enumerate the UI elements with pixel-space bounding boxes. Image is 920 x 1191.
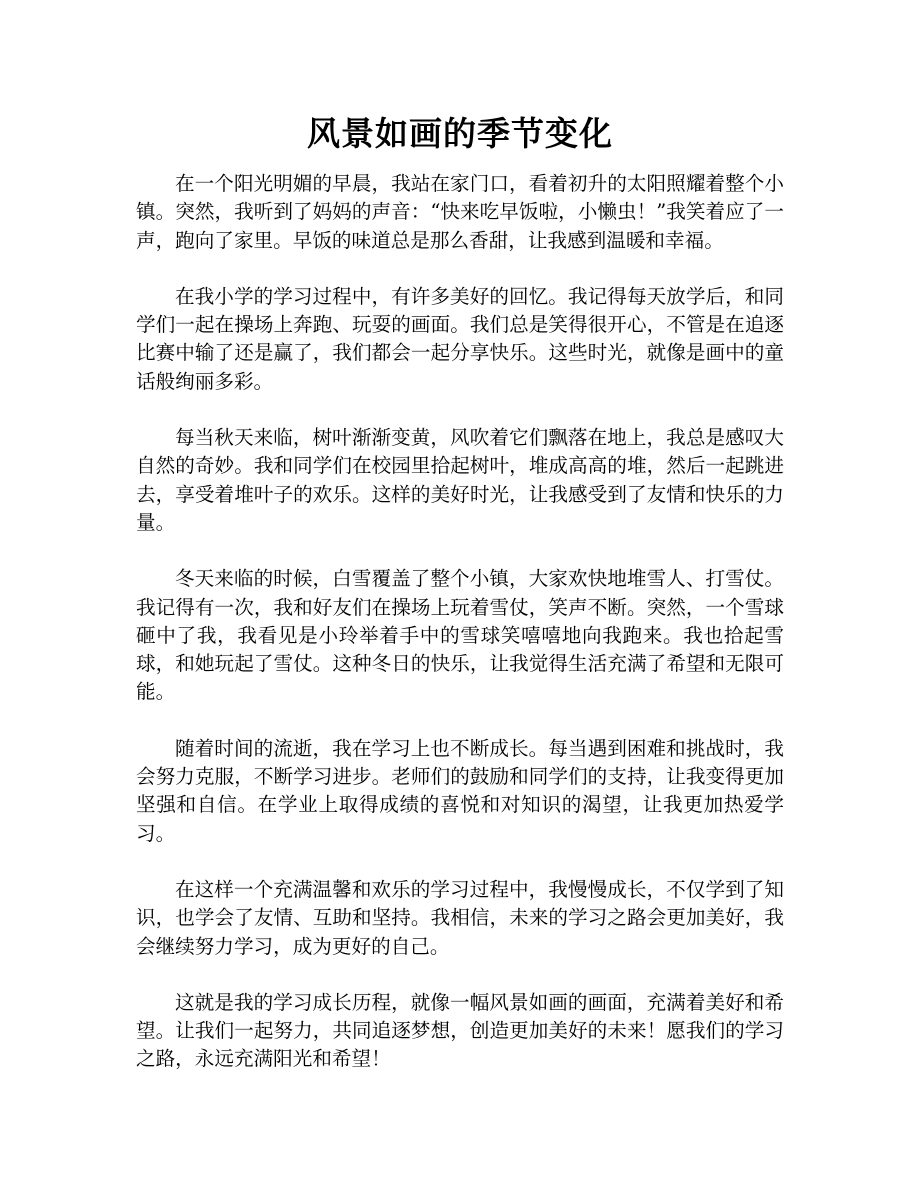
paragraph-2: 在我小学的学习过程中，有许多美好的回忆。我记得每天放学后，和同学们一起在操场上奔跑、玩耍的画面。我们总是笑得很开心，不管是在追逐比赛中输了还是赢了，我们都会一起分享快乐。这些时光，就像是画中的童话般绚丽多彩。 (136, 284, 784, 393)
paragraph-4: 冬天来临的时候，白雪覆盖了整个小镇，大家欢快地堆雪人、打雪仗。我记得有一次，我和好友们在操场上玩着雪仗，笑声不断。突然，一个雪球砸中了我，我看见是小玲举着手中的雪球笑嘻嘻地向我跑来。我也拾起雪球，和她玩起了雪仗。这种冬日的快乐，让我觉得生活充满了希望和无限可能。 (136, 567, 784, 704)
document-body (136, 170, 784, 1102)
paragraph-3: 每当秋天来临，树叶渐渐变黄，风吹着它们飘落在地上，我总是感叹大自然的奇妙。我和同学们在校园里拾起树叶，堆成高高的堆，然后一起跳进去，享受着堆叶子的欢乐。这样的美好时光，让我感受到了友情和快乐的力量。 (136, 426, 784, 534)
document-title: 风景如画的季节变化 (307, 114, 613, 153)
paragraph-6: 在这样一个充满温馨和欢乐的学习过程中，我慢慢成长，不仅学到了知识，也学会了友情、互助和坚持。我相信，未来的学习之路会更加美好，我会继续努力学习，成为更好的自己。 (136, 877, 784, 958)
paragraph-1: 在一个阳光明媚的早晨，我站在家门口，看着初升的太阳照耀着整个小镇。突然，我听到了妈妈的声音：“快来吃早饭啦，小懒虫！”我笑着应了一声，跑向了家里。早饭的味道总是那么香甜，让我感到温暖和幸福。 (136, 172, 784, 252)
paragraph-7: 这就是我的学习成长历程，就像一幅风景如画的画面，充满着美好和希望。让我们一起努力，共同追逐梦想，创造更加美好的未来！愿我们的学习之路，永远充满阳光和希望！ (136, 990, 784, 1071)
paragraph-5: 随着时间的流逝，我在学习上也不断成长。每当遇到困难和挑战时，我会努力克服，不断学习进步。老师们的鼓励和同学们的支持，让我变得更加坚强和自信。在学业上取得成绩的喜悦和对知识的渴望，让我更加热爱学习。 (136, 736, 784, 845)
